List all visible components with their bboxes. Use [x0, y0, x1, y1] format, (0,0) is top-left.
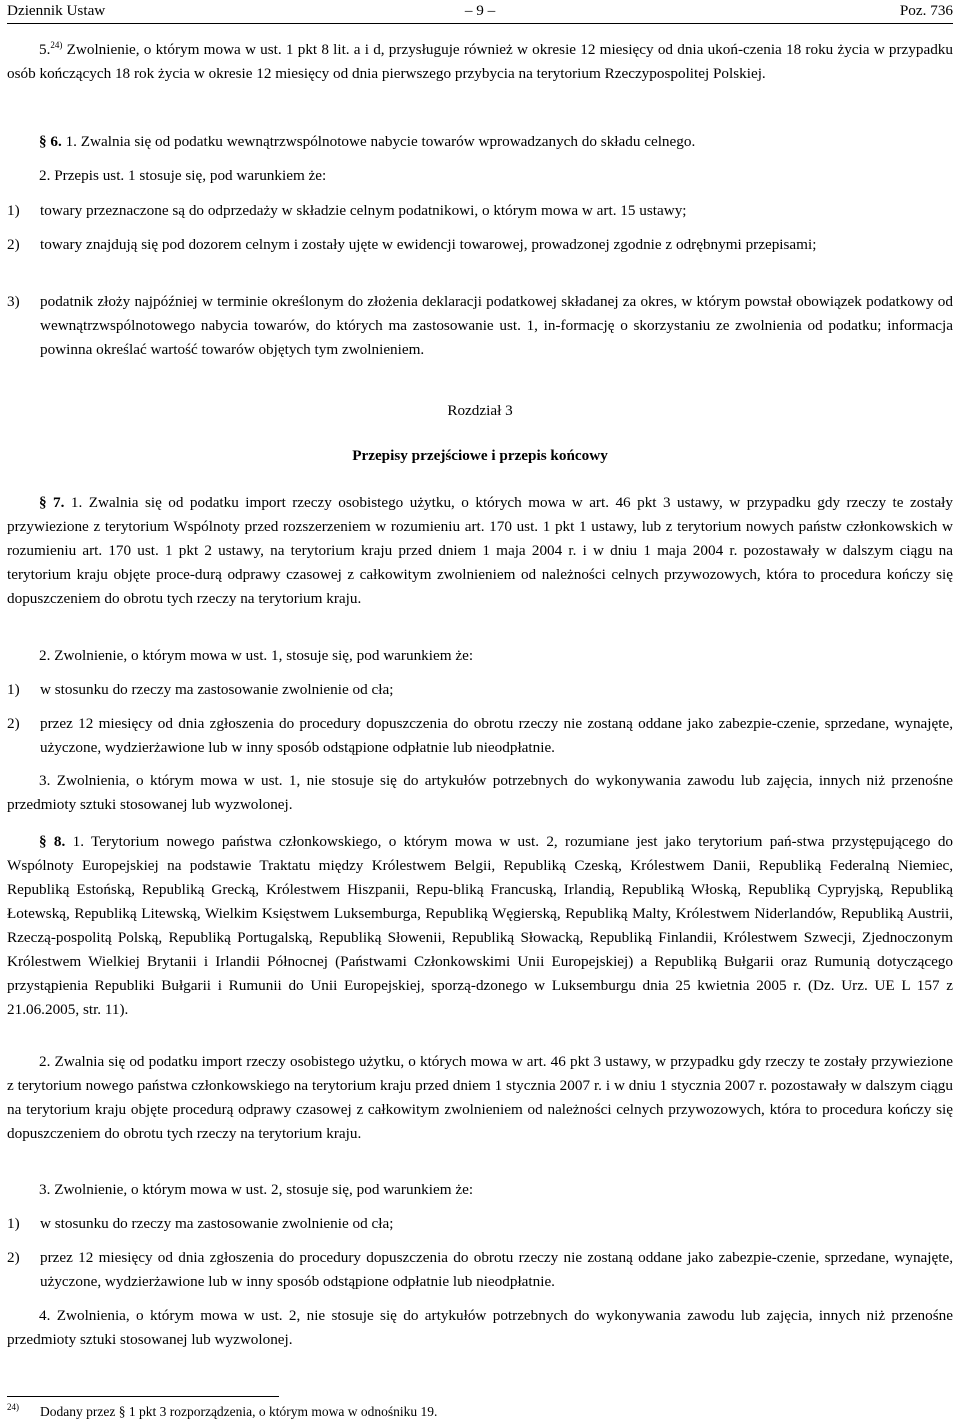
section-7-paragraph-2: 2. Zwolnienie, o którym mowa w ust. 1, stosuje się, pod warunkiem że: [39, 647, 474, 664]
paragraph-5-text: Zwolnienie, o którym mowa w ust. 1 pkt 8 lit. a i d, przysługuje również w okresie 12 miesięcy od dnia ukoń-czenia 18 roku życia w przypadku osób kończących 18 rok życia w okresie 12 miesięcy od dnia pierwszego przybycia na terytorium Rzeczypospolitej Polskiej. [7, 41, 953, 82]
section-8-paragraph-4: 4. Zwolnienia, o którym mowa w ust. 2, nie stosuje się do artykułów potrzebnych do wykonywania zawodu lub zajęcia, innych niż przenośne przedmioty sztuki stosowanej lub wyzwolonej. [7, 1307, 953, 1348]
item-number: 1) [7, 681, 20, 698]
journal-title: Dziennik Ustaw [7, 2, 106, 19]
item-number: 1) [7, 1215, 20, 1232]
page-header [7, 0, 953, 24]
section-8-paragraph-3: 3. Zwolnienie, o którym mowa w ust. 2, stosuje się, pod warunkiem że: [39, 1181, 474, 1198]
item-number: 1) [7, 202, 20, 219]
section-8-paragraph-2: 2. Zwalnia się od podatku import rzeczy osobistego użytku, o których mowa w art. 46 pkt 3 ustawy, w przypadku gdy rzeczy te zostały przywiezione z terytorium nowego państwa członkowskiego na terytorium kraju przed dniem 1 stycznia 2007 r. i w dniu 1 stycznia 2007 r. pozostawały w dalszym ciągu na terytorium kraju objęte procedurą odprawy czasowej z całkowitym zwolnieniem od należności celnych przywozowych, która to procedura kończy się dopuszczeniem do obrotu tych rzeczy na terytorium kraju. [7, 1053, 953, 1142]
section-7-sign: § 7. [39, 494, 65, 511]
chapter-number: Rozdział 3 [447, 402, 513, 419]
chapter-title: Przepisy przejściowe i przepis końcowy [352, 447, 608, 464]
section-6-p1-text: 1. Zwalnia się od podatku wewnątrzwspólnotowe nabycie towarów wprowadzanych do składu celnego. [65, 133, 696, 150]
section-7-paragraph-3: 3. Zwolnienia, o którym mowa w ust. 1, nie stosuje się do artykułów potrzebnych do wykonywania zawodu lub zajęcia, innych niż przenośne przedmioty sztuki stosowanej lub wyzwolonej. [7, 772, 953, 813]
section-7-paragraph-1 [7, 491, 953, 611]
section-6-item-1 [7, 199, 953, 223]
item-number: 3) [7, 293, 20, 310]
section-7-item-2 [7, 712, 953, 760]
item-number: 2) [7, 236, 20, 253]
section-6-item-3 [7, 290, 953, 362]
section-8-p1-text: 1. Terytorium nowego państwa członkowskiego, o którym mowa w ust. 2, rozumiane jest jako terytorium pań-stwa przystępującego do Wspólnoty Europejskiej na podstawie Traktatu między Królestwem Belgii, Republiką Czeską, Królestwem Danii, Republiką Federalną Niemiec, Republiką Estońską, Republiką Grecką, Królestwem Hiszpanii, Repu-bliką Francuską, Irlandią, Republiką Włoską, Republiką Cypryjską, Republiką Łotewską, Republiką Litewską, Wielkim Księstwem Luksemburga, Republiką Węgierską, Republiką Malty, Królestwem Niderlandów, Republiką Austrii, Rzeczą-pospolitą Polską, Republiką Portugalską, Republiką Słowenii, Republiką Słowacką, Republiką Finlandii, Królestwem Szwecji, Zjednoczonym Królestwem Wielkiej Brytanii i Irlandii Północnej (Państwami Członkowskimi Unii Europejskiej) a Republiką Bułgarii oraz Rumunią dotyczącego przystąpienia Republiki Bułgarii i Rumunii do Unii Europejskiej, sporzą-dzonego w Luksemburgu dnia 25 kwietnia 2005 r. (Dz. Urz. UE L 157 z 21.06.2005, str. 11). [7, 833, 954, 1018]
footnote [7, 1402, 953, 1422]
section-6-paragraph-1 [7, 130, 953, 154]
item-text: przez 12 miesięcy od dnia zgłoszenia do procedury dopuszczenia do obrotu rzeczy nie zostaną oddane jako zabezpie-czenie, sprzedane, wynajęte, użyczone, wydzierżawione lub w inny sposób odstąpione odpłatnie lub nieodpłatnie. [40, 1249, 953, 1290]
item-number: 2) [7, 715, 20, 732]
section-8-paragraph-1 [7, 830, 953, 1022]
section-8-item-1 [7, 1212, 953, 1236]
section-8-sign: § 8. [39, 833, 66, 850]
section-6-paragraph-2: 2. Przepis ust. 1 stosuje się, pod warunkiem że: [39, 167, 327, 184]
section-7-item-1 [7, 678, 953, 702]
item-text: w stosunku do rzeczy ma zastosowanie zwolnienie od cła; [40, 1215, 394, 1232]
footnote-number: 24) [7, 1402, 19, 1412]
paragraph-5-number: 5. [39, 41, 51, 58]
section-7-p1-text: 1. Zwalnia się od podatku import rzeczy osobistego użytku, o których mowa w art. 46 pkt 3 ustawy, w przypadku gdy rzeczy te zostały przywiezione z terytorium Wspólnoty przed rozszerzeniem w rozumieniu art. 170 ust. 1 pkt 1 ustawy, lub z terytorium nowych państw członkowskich w rozumieniu art. 170 ust. 1 pkt 2 ustawy, na terytorium kraju przed dniem 1 maja 2004 r. i w dniu 1 maja 2004 r. pozostawały w dalszym ciągu na terytorium kraju objęte proce-durą odprawy czasowej z całkowitym zwolnieniem od należności celnych przywozowych, która to procedura kończy się dopuszczeniem do obrotu tych rzeczy na terytorium kraju. [7, 494, 953, 607]
item-text: przez 12 miesięcy od dnia zgłoszenia do procedury dopuszczenia do obrotu rzeczy nie zostaną oddane jako zabezpie-czenie, sprzedane, wynajęte, użyczone, wydzierżawione lub w inny sposób odstąpione odpłatnie lub nieodpłatnie. [40, 715, 953, 756]
footnote-text: Dodany przez § 1 pkt 3 rozporządzenia, o którym mowa w odnośniku 19. [40, 1404, 438, 1419]
section-8-item-2 [7, 1246, 953, 1294]
position-number: Poz. 736 [899, 2, 953, 19]
item-text: podatnik złoży najpóźniej w terminie określonym do złożenia deklaracji podatkowej składanej za okres, w którym powstał obowiązek podatkowy od wewnątrzwspólnotowego nabycia towarów, do których ma zastosowanie ust. 1, in-formację o skorzystaniu ze zwolnienia od podatku; informacja powinna określać wartość towarów objętych tym zwolnieniem. [40, 293, 953, 358]
footnote-ref-24: 24) [50, 40, 63, 50]
item-text: w stosunku do rzeczy ma zastosowanie zwolnienie od cła; [40, 681, 394, 698]
page-number: – 9 – [464, 2, 496, 19]
paragraph-5 [7, 38, 953, 86]
item-text: towary znajdują się pod dozorem celnym i zostały ujęte w ewidencji towarowej, prowadzonej zgodnie z odrębnymi przepisami; [40, 236, 817, 253]
section-6-sign: § 6. [39, 133, 62, 150]
section-6-item-2 [7, 233, 953, 257]
item-text: towary przeznaczone są do odprzedaży w składzie celnym podatnikowi, o którym mowa w art. 15 ustawy; [40, 202, 687, 219]
item-number: 2) [7, 1249, 20, 1266]
footnote-divider [7, 1396, 279, 1397]
